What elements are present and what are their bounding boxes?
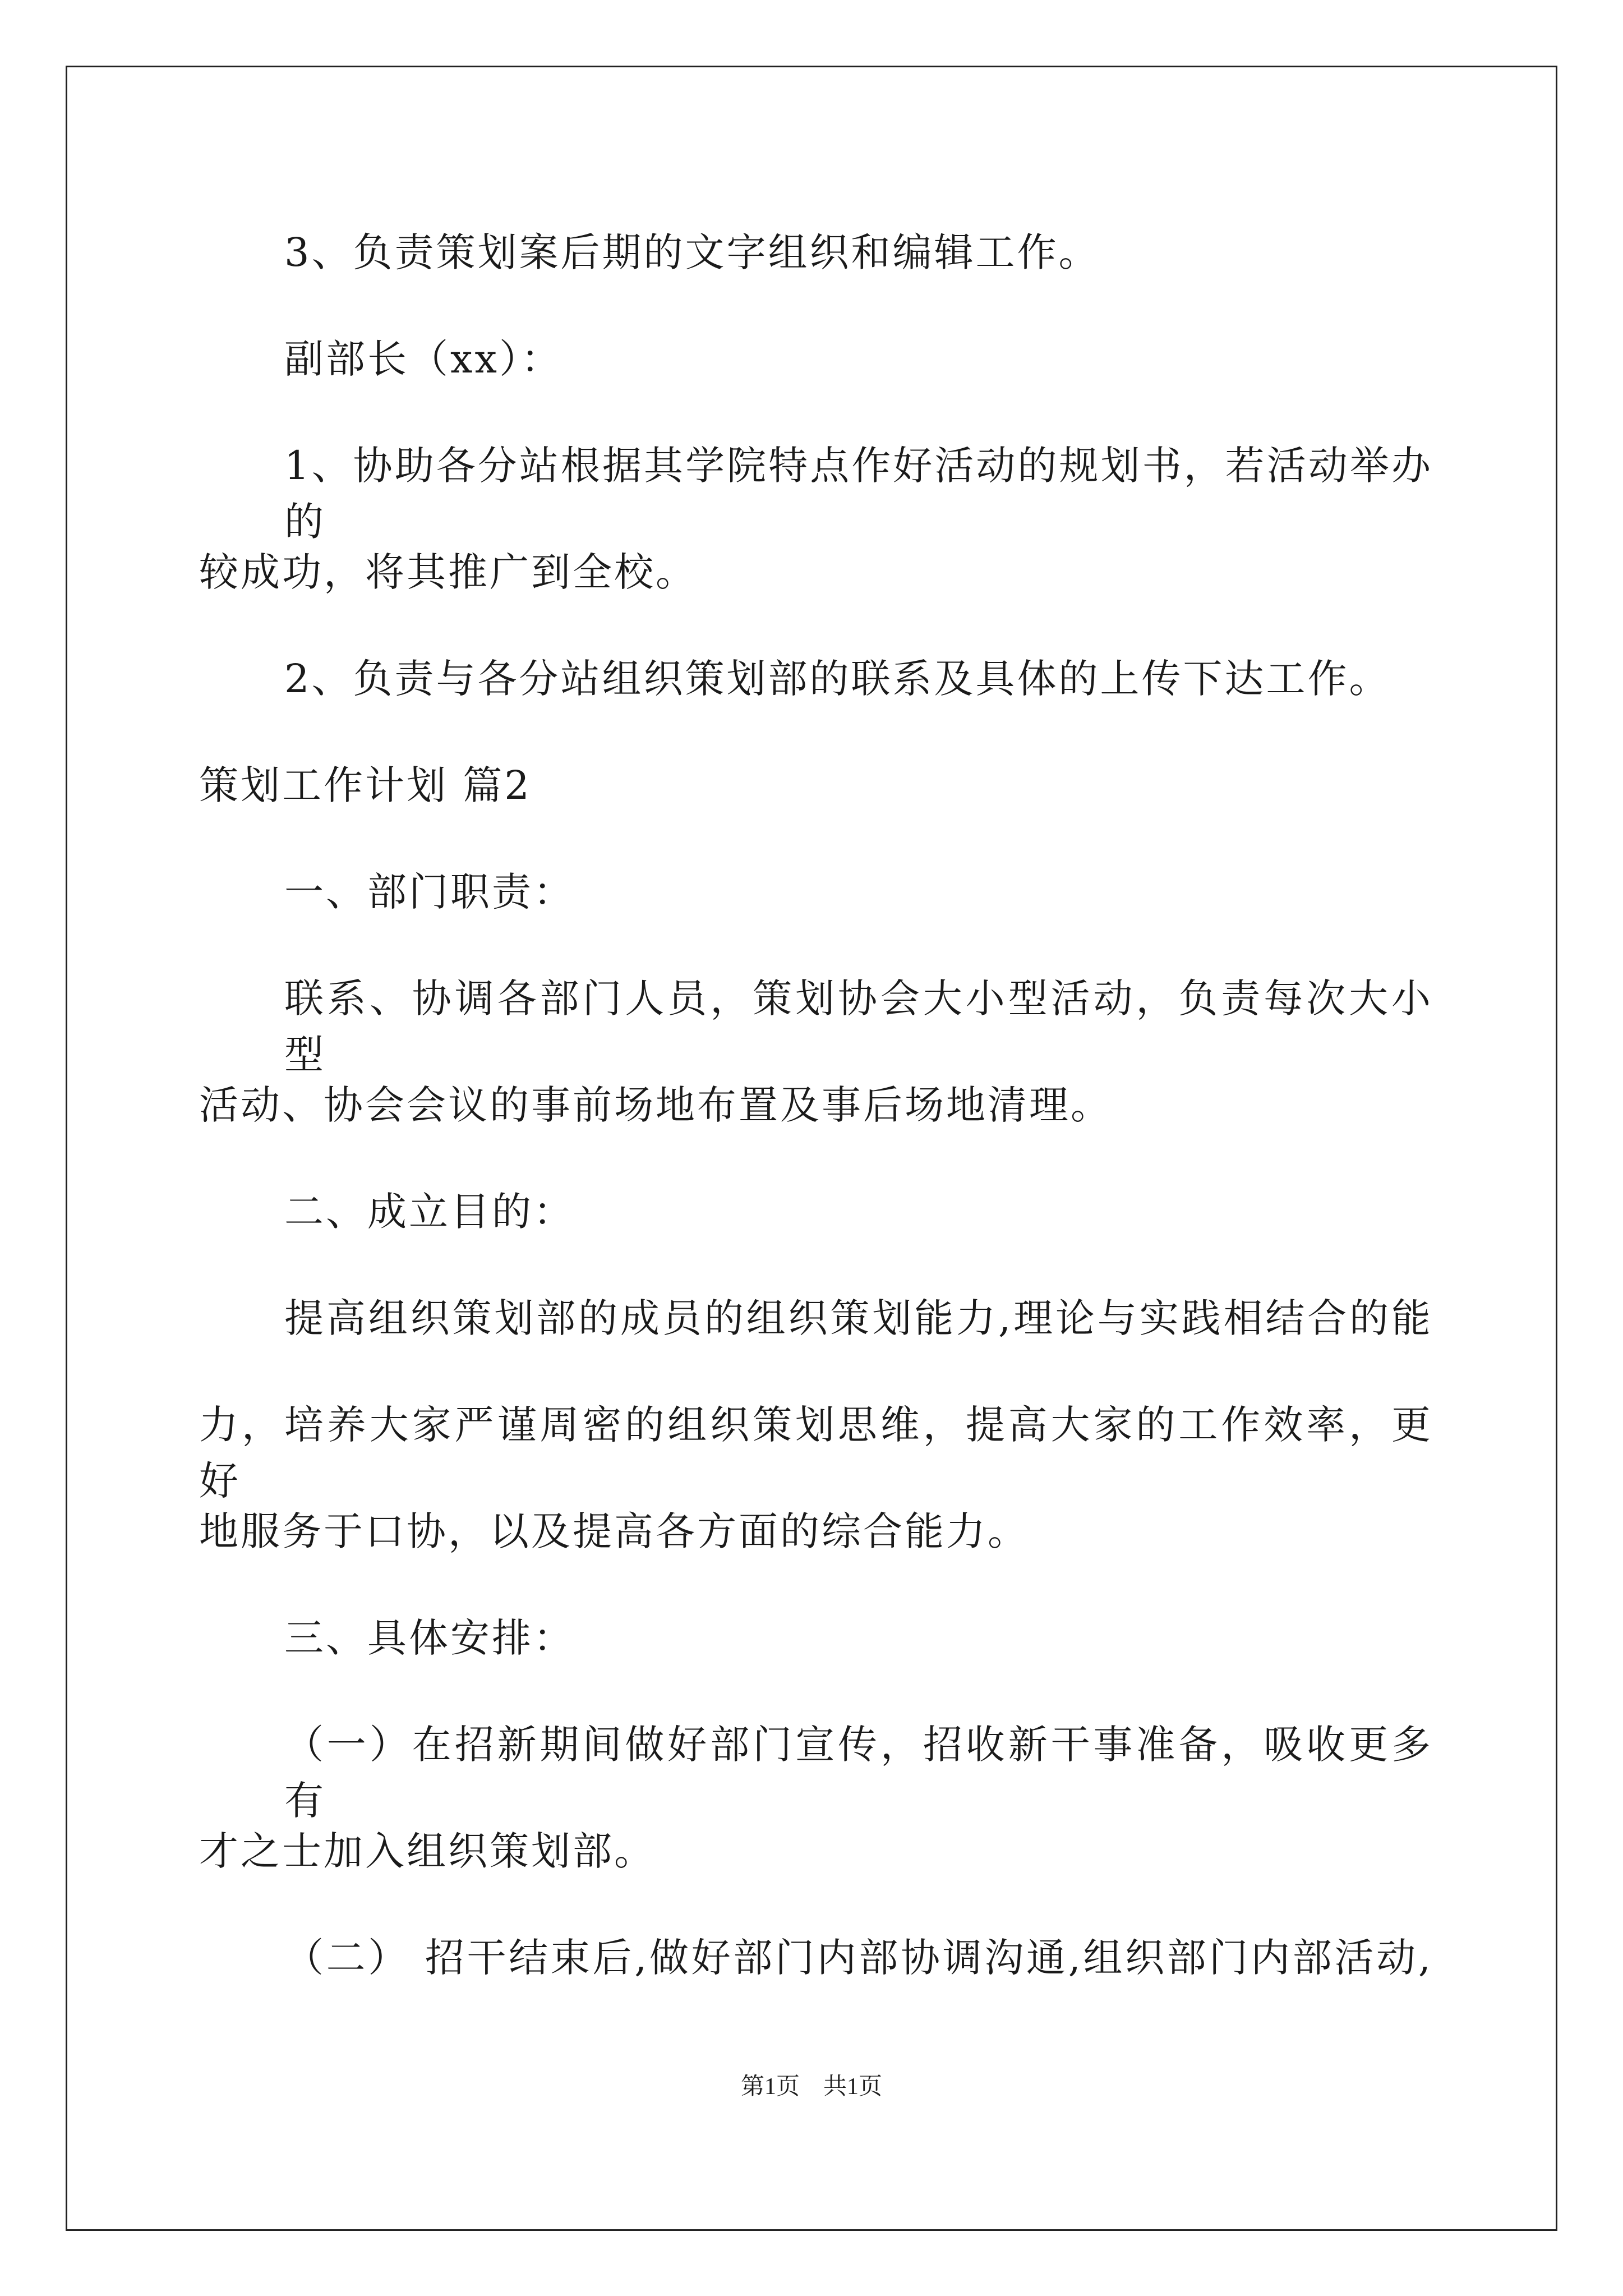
paragraph-line: 较成功，将其推广到全校。: [199, 549, 697, 595]
paragraph-line: 才之士加入组织策划部。: [199, 1828, 656, 1874]
paragraph-line: 活动、协会会议的事前场地布置及事后场地清理。: [199, 1082, 1112, 1128]
paragraph-line: （一）在招新期间做好部门宣传，招收新干事准备，吸收更多有: [284, 1722, 1433, 1824]
paragraph-line: 二、成立目的：: [284, 1189, 575, 1235]
paragraph-line: 1、协助各分站根据其学院特点作好活动的规划书，若活动举办的: [284, 443, 1433, 545]
paragraph-line: 2、负责与各分站组织策划部的联系及具体的上传下达工作。: [284, 656, 1391, 702]
paragraph-line: 提高组织策划部的成员的组织策划能力,理论与实践相结合的能: [284, 1295, 1433, 1341]
page-number-footer: 第1页 共1页: [740, 2074, 882, 2100]
paragraph-line: 一、部门职责：: [284, 869, 575, 915]
paragraph-line: 力，培养大家严谨周密的组织策划思维，提高大家的工作效率，更好: [199, 1402, 1433, 1504]
paragraph-line: 3、负责策划案后期的文字组织和编辑工作。: [284, 229, 1100, 275]
paragraph-line: 副部长（xx）：: [284, 336, 562, 382]
paragraph-line: 地服务于口协，以及提高各方面的综合能力。: [199, 1508, 1029, 1554]
section-heading: 策划工作计划 篇2: [199, 762, 532, 808]
page-border: [66, 66, 1557, 2231]
paragraph-line: （二） 招干结束后,做好部门内部协调沟通,组织部门内部活动,: [284, 1935, 1433, 1981]
paragraph-line: 三、具体安排：: [284, 1615, 575, 1661]
paragraph-line: 联系、协调各部门人员，策划协会大小型活动，负责每次大小型: [284, 976, 1433, 1078]
